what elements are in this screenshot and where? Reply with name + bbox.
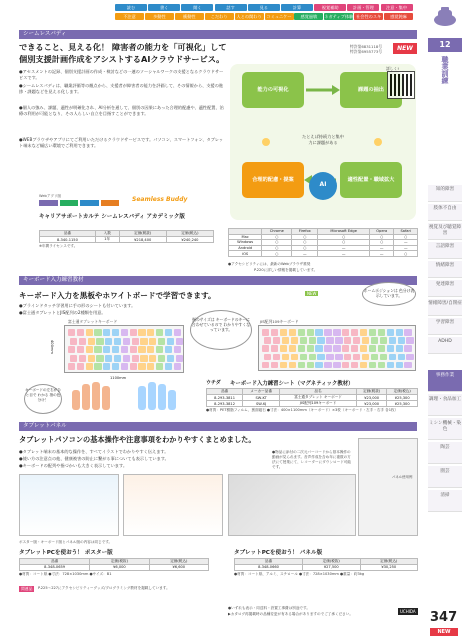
kb-key	[351, 329, 358, 336]
kb-key	[360, 362, 367, 369]
section-bar-keyboard: キーボード入力練習教材	[19, 276, 417, 285]
kb-key	[94, 329, 101, 336]
kb-key	[158, 355, 165, 362]
tag-row2-3: こだわり	[205, 13, 234, 20]
kb-key	[406, 337, 413, 344]
diagram-step2: 課題の抽出	[358, 87, 384, 93]
kb-key	[317, 337, 324, 344]
s1-bullet-4: ●WEBブラウザやアプリにてご利用いただけるクラウドサービスです。パソコン、スマートフォン、タブレット端末など幅広い環境でご利用できます。	[19, 137, 224, 149]
kb-key	[342, 362, 349, 369]
kb-key	[273, 354, 280, 361]
kb-key	[378, 329, 385, 336]
tag-row2-2: 衝動性	[175, 13, 204, 20]
kb-key	[324, 362, 331, 369]
qr-label: 詳しく!	[386, 66, 399, 71]
kb-key	[369, 362, 376, 369]
kb-key	[149, 338, 156, 345]
s2-bullet-1: ●ブラインドタッチ学習用に手の形のシートも付いています。	[19, 303, 136, 308]
panel-image	[358, 438, 418, 536]
kb-key	[300, 337, 307, 344]
kb-key	[273, 337, 280, 344]
kb-key	[282, 354, 289, 361]
side-nav-item-2[interactable]: 視覚及び聴覚障害	[428, 223, 462, 240]
tag-row2-4: 人との関わり	[236, 14, 262, 19]
kb-key	[112, 329, 119, 336]
s2-new: NEW	[307, 291, 317, 296]
tag-row2-9: 感覚鈍麻	[384, 13, 413, 20]
kb-key	[167, 338, 174, 345]
kb-key	[378, 345, 385, 352]
keyboard-sheet-jis	[258, 325, 416, 371]
kb-key	[309, 354, 316, 361]
kb-key	[307, 362, 314, 369]
kb-key	[132, 338, 139, 345]
kb-key	[369, 345, 376, 352]
kb-key	[344, 337, 351, 344]
kb-key	[105, 338, 112, 345]
kb-key	[114, 338, 121, 345]
kb-key	[68, 329, 75, 336]
kb-key	[174, 329, 181, 336]
patent-2: 特許第6955773号	[350, 49, 383, 54]
kb-key	[280, 362, 287, 369]
kb-key	[380, 354, 387, 361]
kb-key	[86, 346, 93, 353]
side-nav-work-0[interactable]: 事務作業	[428, 370, 462, 392]
kb-key	[123, 338, 130, 345]
kb-key	[324, 345, 331, 352]
kb-key	[315, 345, 322, 352]
chapter-title: 職業訓練	[441, 56, 449, 84]
kb-key	[389, 354, 396, 361]
page-new-badge: NEW	[430, 628, 458, 636]
s3-p2-table: 品番 定価(税抜) 定価(税込) 8-348-0660 ¥27,500 ¥30,250	[234, 558, 418, 571]
side-nav-work-4[interactable]: 園芸	[428, 466, 462, 488]
kb-key	[77, 346, 84, 353]
chapter-number: 12	[428, 38, 462, 52]
kb-key	[156, 363, 163, 370]
s3-p2-spec: ●材質：コート紙、アルミ、スチロール ●寸法：728×1030mm ●重量：約3kg	[234, 572, 365, 576]
kb-key	[360, 329, 367, 336]
s1-price-table: 品番 入数 定価(税抜) 定価(税込) 8-340-1150 1年 ¥218,400 ¥240,240	[39, 230, 214, 243]
new-badge: NEW	[393, 43, 417, 54]
kb-key	[103, 346, 110, 353]
kb-key	[103, 363, 110, 370]
kb-key	[86, 363, 93, 370]
kb-key	[289, 362, 296, 369]
s3-product2-title: タブレットPCを使おう！ パネル版	[234, 550, 323, 556]
tag-row2-5: コミュニケーション	[266, 14, 292, 26]
kb-key	[406, 354, 413, 361]
tag-row1-4: 見る	[248, 4, 280, 11]
tag-row2-0: 不注意	[115, 13, 144, 20]
kb-key	[130, 346, 137, 353]
s3-side-bullets: ●物品に添付の二次元バーコードから基本操作の動画が見られます。音声作成を含め年に複数の方法にて授業にて、レコーダーにダウンロード可能です。	[272, 450, 351, 469]
kb-key	[130, 329, 137, 336]
kb-key	[362, 354, 369, 361]
tag-row1-3: 話す	[215, 4, 247, 11]
kb-key	[280, 329, 287, 336]
s3-headline: タブレットパソコンの基本操作や注意事項をわかりやすくまとめました。	[19, 435, 256, 444]
kb-key	[342, 329, 349, 336]
kb-key	[138, 363, 145, 370]
kb-key	[264, 354, 271, 361]
panel-photo	[228, 474, 356, 536]
kb-key	[147, 329, 154, 336]
side-nav-item-3[interactable]: 言語障害	[428, 242, 462, 259]
kb-key	[291, 354, 298, 361]
kb-key	[404, 362, 411, 369]
kb-dim-width: 1100mm	[110, 376, 127, 380]
kb-key	[298, 345, 305, 352]
kb-key	[68, 346, 75, 353]
browser-compat-table: Chrome Firefox Microsoft Edge Opera Safari Mac ○ ○ ○ ○ ○ Windows ○ ○ ○ ○ — Android ○ ○ — — — iOS ○ — — — ○	[228, 228, 418, 257]
kb-key	[112, 363, 119, 370]
kb-key	[344, 354, 351, 361]
s1-product-title: キャリアサポートカルテ シームレスバディ アカデミック版	[39, 214, 185, 220]
kb-key	[156, 329, 163, 336]
kb-key	[280, 345, 287, 352]
kb-key	[88, 355, 95, 362]
side-nav-work-5[interactable]: 清掃	[428, 490, 462, 512]
s3-p1-spec: ●材質：コート紙 ●寸法：728×1030mm ●サイズ：B1	[19, 572, 112, 576]
kb-key	[121, 346, 128, 353]
kb-key	[326, 354, 333, 361]
tag-row1-7: 計画・管理	[347, 4, 379, 11]
s2-brand: ウチダ	[206, 380, 221, 386]
s2-headline: キーボード入力を黒板やホワイトボードで学習できます。	[19, 291, 216, 300]
kb-key	[326, 337, 333, 344]
kb-key	[371, 354, 378, 361]
kb-key	[130, 363, 137, 370]
kb-key	[335, 354, 342, 361]
kb-key	[342, 345, 349, 352]
diagram-step3: 合理的配慮・提案	[252, 177, 294, 183]
diagram-center-text: たとえば持続力と集中力に課題がある	[302, 134, 344, 145]
s3-bullet-3: ●キーボードの配列や指づかいも大きく表示しています。	[19, 463, 128, 468]
kb-key	[121, 363, 128, 370]
side-nav-item-7[interactable]: 学習障害	[428, 318, 462, 335]
headline-line1: できること、見える化！ 障害者の能力を「可視化」して	[19, 42, 227, 52]
tag-row1-1: 書く	[148, 4, 180, 11]
tag-row1-5: 計算	[281, 4, 313, 11]
kb-key	[282, 337, 289, 344]
kb-key	[123, 355, 130, 362]
kb-key	[70, 355, 77, 362]
kb-key	[156, 346, 163, 353]
kb-key	[317, 354, 324, 361]
kb-key	[307, 345, 314, 352]
tag-row2-6: 感覚過敏	[294, 13, 323, 20]
kb-key	[103, 329, 110, 336]
kb-key	[289, 329, 296, 336]
kb-key	[138, 346, 145, 353]
kb-key	[262, 345, 269, 352]
kb-key	[174, 363, 181, 370]
poster-image-2	[123, 474, 223, 536]
s3-guide-note: P.225～227にアクセシビリティーグッズ/プログラミング教材を掲載しています。	[38, 586, 170, 590]
s3-bullet-2: ●使い方の注意点の他、健康被害の防止に繋がる事についても表示しています。	[19, 456, 169, 461]
diagram-step4: 適性配置・職域拡大	[347, 177, 395, 183]
hands-sheet	[64, 382, 184, 412]
kb-dim-height: 400mm	[50, 340, 54, 354]
kb-key	[298, 362, 305, 369]
kb-key	[68, 363, 75, 370]
kb-key	[70, 338, 77, 345]
tag-row1-2: 聞く	[181, 4, 213, 11]
kb-key	[138, 329, 145, 336]
kb-key	[389, 337, 396, 344]
kb-key	[398, 354, 405, 361]
kb-key	[132, 355, 139, 362]
s2-spec-note: ●材質：PET樹脂フィルム、裏面磁石 ●寸法：400×1100mm（キーボード）×3枚（キーボード・左手・右手 各1枚）	[206, 408, 399, 412]
s3-guide-tag: 関連品	[21, 586, 33, 591]
kb-key	[353, 337, 360, 344]
kb-key	[351, 345, 358, 352]
kb-key	[307, 329, 314, 336]
tag-row2-8: 社会性のスキル	[356, 14, 382, 26]
kb-key	[300, 354, 307, 361]
kb-key	[398, 337, 405, 344]
s2-price-table: 品番 メーカー品番 品名 定価(税抜) 定価(税込) 8-293-3811 SW-KT 富士通タブレット キーボード ¥23,000 ¥25,300 8-293-3812 SW-KJ JIS配列109キーボード ¥23,000 ¥25,300	[206, 388, 418, 407]
side-nav-work-3[interactable]: 陶芸	[428, 442, 462, 464]
kb-key	[387, 345, 394, 352]
kb-key	[140, 338, 147, 345]
s1-bullet-3: ●個人の強み、課題、適性が明確化され、AI分析を通して、個別の因果にあった合理的配慮や、適性配置、治療の利用が可能となり、その人らしい自立を目指すことができます。	[19, 105, 224, 117]
footer-brand: UCHIDA	[400, 609, 416, 614]
side-nav-item-0[interactable]: 知的障害	[428, 185, 462, 202]
side-nav-item-5[interactable]: 発達障害	[428, 280, 462, 297]
kb-key	[315, 362, 322, 369]
s1-small-note: ※年間ライセンスです。	[39, 244, 78, 248]
kb-key	[121, 329, 128, 336]
kb-key	[396, 345, 403, 352]
kb-key	[353, 354, 360, 361]
kb-key	[158, 338, 165, 345]
kb-key	[147, 363, 154, 370]
s3-product1-title: タブレットPCを使おう！ ポスター版	[19, 550, 113, 556]
kb-key	[309, 337, 316, 344]
kb-key	[79, 355, 86, 362]
side-nav-item-1[interactable]: 肢体不自由	[428, 204, 462, 221]
kb-key	[271, 362, 278, 369]
kb-key	[271, 345, 278, 352]
s3-p1-table: 品番 定価(税抜) 定価(税込) 8-348-0659 ¥6,000 ¥6,600	[19, 558, 209, 571]
tag-row2-7: ネガティブ体験	[324, 14, 354, 19]
kb-key	[315, 329, 322, 336]
kb-key	[77, 363, 84, 370]
kb-key	[396, 329, 403, 336]
poster-caption: ポスター版・キーボード版とパネル版の内容は同じです。	[19, 540, 113, 544]
tag-row1-8: 注意・集中	[381, 4, 413, 11]
kb-key	[404, 329, 411, 336]
kb-key	[271, 329, 278, 336]
footer-line1: ●いずれも表示・同送料・設置工事費は別途です。	[228, 606, 310, 610]
section-bar-seamless: シームレスパディ	[19, 30, 417, 39]
side-nav-item-4[interactable]: 情緒障害	[428, 261, 462, 278]
tag-row1-0: 読む	[115, 4, 147, 11]
diagram-step1: 能力の可視化	[257, 87, 289, 93]
kb-key	[96, 338, 103, 345]
side-nav-item-8[interactable]: ADHD	[428, 337, 462, 354]
app-label: Webアプリ版	[39, 194, 62, 198]
platform-badges	[39, 200, 119, 206]
kb-key	[289, 345, 296, 352]
kb-key	[262, 329, 269, 336]
top-tag-strip	[115, 4, 415, 26]
page-number: 347	[430, 610, 458, 625]
kb-key	[174, 346, 181, 353]
brand-logo: Seamless Buddy	[132, 196, 188, 203]
kb-key	[369, 329, 376, 336]
s1-bullet-2: ●シームレスパディは、職業評価等の観点から、支援者が障害者の能力を評価して、その情報から、支援の進捗・課題などを見える化します。	[19, 83, 224, 95]
kb-key	[94, 346, 101, 353]
headline-line2: 個別支援計画作成をアシストするAIクラウドサービス。	[19, 54, 225, 64]
panel-caption: パネル使用例	[392, 475, 413, 479]
kb-key	[387, 329, 394, 336]
s2-bullet-2: ●富士通タブレットとJIS配列の2種類を用意。	[19, 310, 106, 315]
kb-key	[176, 338, 183, 345]
poster-image-1	[19, 474, 119, 536]
kb-key	[380, 337, 387, 344]
kb-key	[333, 362, 340, 369]
side-nav-work-2[interactable]: ミシン機械・染色	[428, 418, 462, 440]
kb-key	[140, 355, 147, 362]
patent-1: 特許第6831118号	[350, 44, 383, 49]
kb-key	[176, 355, 183, 362]
keyboard-sheet-fujitsu	[64, 325, 184, 373]
kb-key	[112, 346, 119, 353]
kb2-label: JIS配列109キーボード	[260, 319, 299, 324]
kb-key	[335, 337, 342, 344]
side-nav-work-1[interactable]: 調理・食品加工	[428, 394, 462, 416]
kb-key	[94, 363, 101, 370]
s1-bullet-1: ●アセスメントの記録、個別支援計画の作成・検討などの一連のソーシャルワークの支援となるクラウドサービスです。	[19, 69, 224, 81]
kb-key	[264, 337, 271, 344]
kb-key	[404, 345, 411, 352]
section-bar-tablet: タブレットパネル	[19, 422, 417, 431]
kb-key	[79, 338, 86, 345]
kb-key	[114, 355, 121, 362]
footer-line2: ▶カタログ再掲載時の品種変更が有ある場合がありますのでご了承ください。	[228, 612, 353, 616]
kb-key	[291, 337, 298, 344]
kb-key	[360, 345, 367, 352]
kb-key	[165, 363, 172, 370]
diagram-ai-label: AI	[319, 181, 327, 188]
kb-key	[165, 329, 172, 336]
qr-code[interactable]	[388, 72, 414, 98]
kb-key	[88, 338, 95, 345]
kb-key	[86, 329, 93, 336]
kb-key	[333, 329, 340, 336]
kb-key	[149, 355, 156, 362]
s3-bullet-1: ●タブレット端末の基本的な操作を、すべてイラストでわかりやすく伝えます。	[19, 449, 169, 454]
kb-key	[333, 345, 340, 352]
callout-finger-size: 指のサイズは キーボードのキーに 合わせているので わかりやすくなっています。	[190, 310, 252, 350]
kb-key	[378, 362, 385, 369]
kb-key	[362, 337, 369, 344]
kb-key	[298, 329, 305, 336]
chapter-icon	[430, 6, 460, 28]
kb-key	[147, 346, 154, 353]
side-nav-item-6[interactable]: 情緒障害/自閉症	[428, 299, 462, 316]
callout-left-right: キーボードの左右がひと目で わかる 指の色分け！	[24, 384, 62, 414]
compat-note: ●アクセシビリティには、最新のWebブラウザ推奨	[228, 262, 311, 266]
kb-key	[165, 346, 172, 353]
s1-guide-note: P.220に詳しい情報を掲載しています。	[254, 268, 318, 272]
kb-key	[167, 355, 174, 362]
kb-key	[262, 362, 269, 369]
kb-key	[371, 337, 378, 344]
kb-key	[387, 362, 394, 369]
tag-row2-1: 多動性	[145, 13, 174, 20]
kb-key	[351, 362, 358, 369]
kb-key	[105, 355, 112, 362]
tag-row1-6: 視覚補助	[314, 4, 346, 11]
kb-key	[324, 329, 331, 336]
kb-key	[77, 329, 84, 336]
kb-key	[396, 362, 403, 369]
callout-home-position: ホームポジションは 色分け表示しています。	[362, 282, 416, 306]
kb-key	[96, 355, 103, 362]
s2-product-title: キーボード入力練習シート（マグネティック教材）	[230, 381, 354, 387]
kb1-label: 富士通タブレットキーボード	[68, 319, 118, 324]
